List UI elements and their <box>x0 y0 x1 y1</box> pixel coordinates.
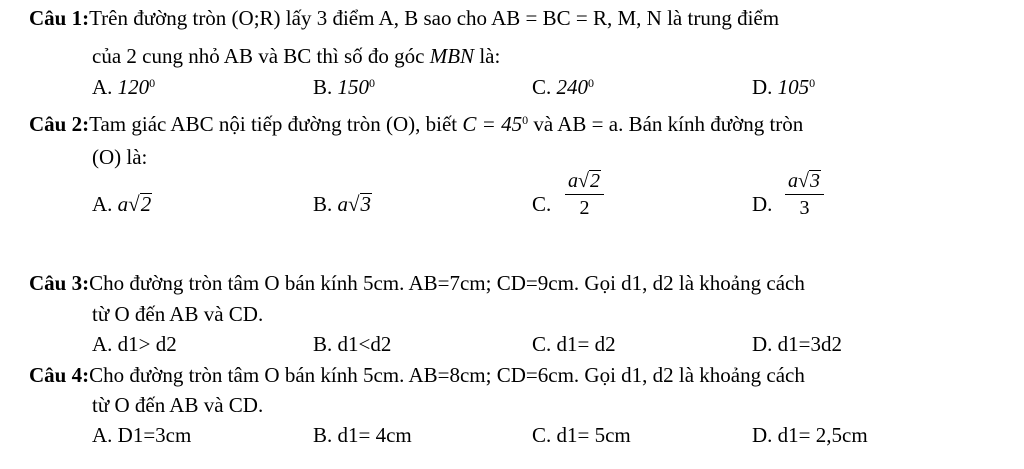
question-2-option-c-fraction <box>565 168 604 221</box>
question-1-option-a[interactable] <box>92 75 155 99</box>
option-radicand: 2 <box>589 170 600 192</box>
option-value: 150 <box>337 75 370 99</box>
option-value: d1<d2 <box>337 332 392 356</box>
question-2-text-line-1a: Tam giác ABC nội tiếp đường tròn (O), biết <box>89 112 463 136</box>
question-2-text-line-2: (O) là: <box>92 145 148 169</box>
option-degree: 0 <box>149 76 156 90</box>
option-letter: B. <box>313 75 333 99</box>
option-coefficient: a <box>568 170 578 192</box>
question-3-option-c[interactable] <box>532 332 616 356</box>
question-3-line-1 <box>29 271 805 295</box>
option-radicand: 3 <box>809 170 820 192</box>
option-radicand: 2 <box>140 192 152 216</box>
question-4-line-1 <box>29 363 805 387</box>
sqrt-icon: √ <box>348 192 360 216</box>
option-letter: D. <box>752 423 773 447</box>
question-4-option-a[interactable] <box>92 423 191 447</box>
option-letter: B. <box>313 332 333 356</box>
option-value: 105 <box>777 75 810 99</box>
question-4-text-line-2: từ O đến AB và CD. <box>92 393 264 417</box>
option-letter: C. <box>532 75 552 99</box>
question-4-option-b[interactable] <box>313 423 412 447</box>
question-2-text-line-1b: và AB = a. Bán kính đường tròn <box>528 112 804 136</box>
option-value: d1=3d2 <box>777 332 843 356</box>
question-4-label: Câu 4: <box>29 363 90 387</box>
question-2-option-d-fraction <box>785 168 824 221</box>
sqrt-icon: √ <box>128 192 140 216</box>
option-letter: C. <box>532 423 552 447</box>
question-1-text-line-2b: là: <box>474 44 501 68</box>
option-denominator: 2 <box>579 197 590 219</box>
option-denominator: 3 <box>799 197 810 219</box>
question-2-option-c[interactable] <box>532 192 551 216</box>
option-letter: D. <box>752 332 773 356</box>
question-2-condition-degree: 0 <box>522 113 529 127</box>
question-1-angle: MBN <box>429 44 475 68</box>
question-4-option-c[interactable] <box>532 423 631 447</box>
question-1-line-2 <box>92 44 500 68</box>
option-letter: C. <box>532 192 552 216</box>
question-3-label: Câu 3: <box>29 271 90 295</box>
option-value: D1=3cm <box>117 423 192 447</box>
option-letter: A. <box>92 332 113 356</box>
question-2-line-2 <box>92 145 147 169</box>
question-1-text-line-2a: của 2 cung nhỏ AB và BC thì số đo góc <box>92 44 430 68</box>
option-value: d1= 2,5cm <box>777 423 868 447</box>
question-3-text-line-2: từ O đến AB và CD. <box>92 302 264 326</box>
question-4-option-d[interactable] <box>752 423 868 447</box>
question-3-line-2 <box>92 302 263 326</box>
question-3-option-a[interactable] <box>92 332 177 356</box>
option-coefficient: a <box>337 192 349 216</box>
option-letter: D. <box>752 192 773 216</box>
sqrt-icon: √ <box>798 170 809 192</box>
option-letter: A. <box>92 423 113 447</box>
option-radicand: 3 <box>360 192 372 216</box>
option-coefficient: a <box>117 192 129 216</box>
question-2-option-d[interactable] <box>752 192 772 216</box>
option-letter: B. <box>313 192 333 216</box>
question-4-text-line-1: Cho đường tròn tâm O bán kính 5cm. AB=8cm; CD=6cm. Gọi d1, d2 là khoảng cách <box>89 363 805 387</box>
option-letter: D. <box>752 75 773 99</box>
question-2-line-1 <box>29 112 803 136</box>
option-value: 240 <box>556 75 589 99</box>
option-value: d1= 5cm <box>556 423 631 447</box>
question-2-label: Câu 2: <box>29 112 90 136</box>
option-degree: 0 <box>588 76 595 90</box>
question-1-option-c[interactable] <box>532 75 594 99</box>
question-2-condition: C = 45 <box>462 112 523 136</box>
question-1-option-d[interactable] <box>752 75 815 99</box>
sqrt-icon: √ <box>578 170 589 192</box>
question-2-option-b[interactable] <box>313 192 372 216</box>
option-letter: B. <box>313 423 333 447</box>
question-1-line-1 <box>29 6 779 30</box>
option-degree: 0 <box>809 76 816 90</box>
question-3-option-d[interactable] <box>752 332 842 356</box>
question-3-option-b[interactable] <box>313 332 391 356</box>
option-letter: A. <box>92 75 113 99</box>
option-value: d1> d2 <box>117 332 177 356</box>
option-letter: A. <box>92 192 113 216</box>
question-3-text-line-1: Cho đường tròn tâm O bán kính 5cm. AB=7cm; CD=9cm. Gọi d1, d2 là khoảng cách <box>89 271 805 295</box>
question-4-line-2 <box>92 393 263 417</box>
option-letter: C. <box>532 332 552 356</box>
option-value: d1= 4cm <box>337 423 412 447</box>
option-degree: 0 <box>369 76 376 90</box>
question-1-option-b[interactable] <box>313 75 375 99</box>
question-1-text-line-1: Trên đường tròn (O;R) lấy 3 điểm A, B sao cho AB = BC = R, M, N là trung điểm <box>89 6 780 30</box>
option-coefficient: a <box>788 170 798 192</box>
option-value: 120 <box>117 75 150 99</box>
question-2-option-a[interactable] <box>92 192 152 216</box>
question-1-label: Câu 1: <box>29 6 90 30</box>
option-value: d1= d2 <box>556 332 616 356</box>
